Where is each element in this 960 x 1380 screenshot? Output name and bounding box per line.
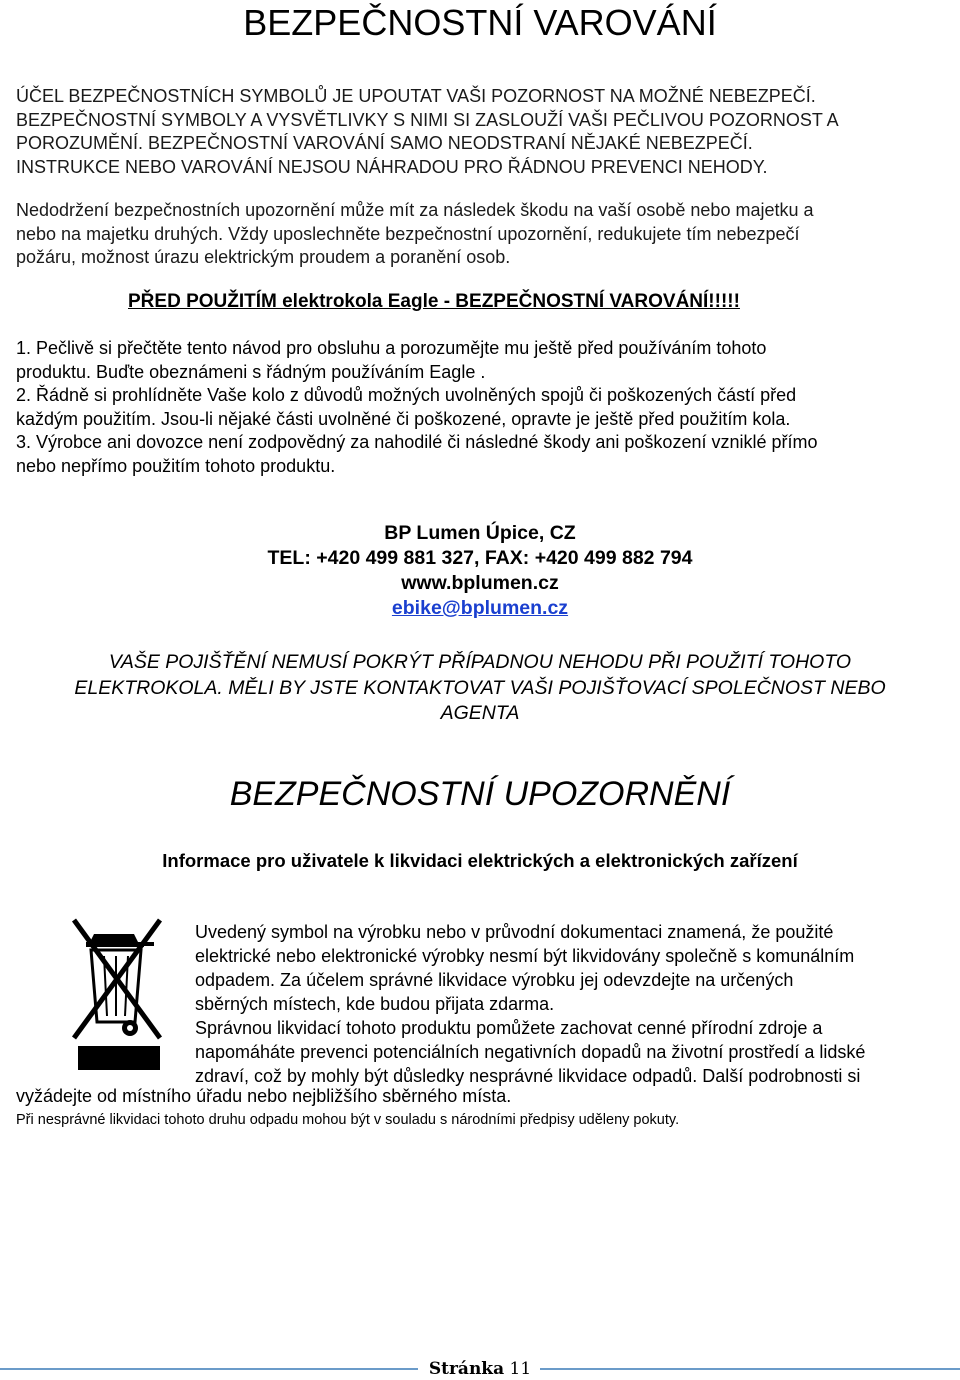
list-line: 3. Výrobce ani dovozce není zodpovědný za nahodilé či následné škody ani poškození vzniklé přímo [16, 432, 818, 452]
warning-line: požáru, možnost úrazu elektrickým proudem a poranění osob. [16, 247, 511, 267]
safety-instructions-list [16, 337, 946, 478]
warning-paragraph [16, 199, 946, 270]
list-line: každým použitím. Jsou-li nějaké části uvolněné či poškozené, opravte je ještě před použitím kola. [16, 408, 791, 429]
section-title: BEZPEČNOSTNÍ UPOZORNĚNÍ [229, 775, 731, 813]
caps-line: BEZPEČNOSTNÍ SYMBOLY A VYSVĚTLIVKY S NIMI SI ZASLOUŽÍ VAŠI PEČLIVOU POZORNOST A [16, 109, 839, 130]
insurance-line: AGENTA [440, 702, 520, 724]
before-use-heading: PŘED POUŽITÍM elektrokola Eagle - BEZPEČNOSTNÍ VAROVÁNÍ!!!!! [128, 291, 740, 312]
disposal-line: zdraví, což by mohly být důsledky nesprávné likvidace odpadů. Další podrobnosti si [195, 1066, 861, 1086]
contact-block [0, 521, 960, 621]
warning-line: nebo na majetku druhých. Vždy uposlechněte bezpečnostní upozornění, redukujete tím nebezpečí [16, 223, 800, 244]
list-line: produktu. Buďte obeznámeni s řádným používáním Eagle . [16, 361, 486, 382]
disposal-line: elektrické nebo elektronické výrobky nesmí být likvidovány společně s komunálním [195, 946, 855, 966]
list-line: 2. Řádně si prohlídněte Vaše kolo z důvodů možných uvolněných spojů či poškozených částí před [16, 385, 797, 405]
safety-symbols-intro [16, 85, 946, 179]
disposal-heading: Informace pro uživatele k likvidaci elektrických a elektronických zařízení [162, 850, 798, 871]
insurance-line: ELEKTROKOLA. MĚLI BY JSTE KONTAKTOVAT VAŠI POJIŠŤOVACÍ SPOLEČNOST NEBO [74, 676, 886, 699]
disposal-line: Uvedený symbol na výrobku nebo v průvodní dokumentaci znamená, že použité [195, 922, 834, 942]
caps-line: INSTRUKCE NEBO VAROVÁNÍ NEJSOU NÁHRADOU PRO ŘÁDNOU PREVENCI NEHODY. [16, 156, 768, 177]
caps-line: POROZUMĚNÍ. BEZPEČNOSTNÍ VAROVÁNÍ SAMO NEODSTRANÍ NĚJAKÉ NEBEZPEČÍ. [16, 133, 753, 153]
caps-line: ÚČEL BEZPEČNOSTNÍCH SYMBOLŮ JE UPOUTAT VAŠI POZORNOST NA MOŽNÉ NEBEZPEČÍ. [16, 86, 816, 106]
disposal-line: napomáháte prevenci potenciálních negativních dopadů na životní prostředí a lidské [195, 1042, 866, 1062]
disposal-line: sběrných místech, kde budou přijata zdarma. [195, 994, 555, 1014]
insurance-notice [0, 650, 960, 727]
disposal-fine-note: Při nesprávné likvidaci tohoto druhu odpadu mohou být v souladu s národními předpisy uděleny pokuty. [16, 1112, 680, 1128]
page-label: Stránka [428, 1359, 505, 1379]
disposal-line: Správnou likvidací tohoto produktu pomůžete zachovat cenné přírodní zdroje a [195, 1018, 823, 1038]
list-line: 1. Pečlivě si přečtěte tento návod pro obsluhu a porozumějte mu ještě před používáním tohoto [16, 338, 767, 358]
disposal-paragraph [195, 920, 955, 1088]
company-name: BP Lumen Úpice, CZ [384, 522, 576, 544]
page-title: BEZPEČNOSTNÍ VAROVÁNÍ [243, 2, 717, 43]
warning-line: Nedodržení bezpečnostních upozornění může mít za následek škodu na vaší osobě nebo majetku a [16, 200, 814, 220]
crossed-out-wheelie-bin-icon [64, 912, 172, 1072]
list-line: nebo nepřímo použitím tohoto produktu. [16, 455, 336, 476]
phone-fax: TEL: +420 499 881 327, FAX: +420 499 882 794 [267, 547, 693, 569]
website: www.bplumen.cz [401, 572, 559, 594]
insurance-line: VAŠE POJIŠŤĚNÍ NEMUSÍ POKRÝT PŘÍPADNOU NEHODU PŘI POUŽITÍ TOHOTO [108, 651, 852, 673]
email-link[interactable]: ebike@bplumen.cz [391, 597, 569, 619]
disposal-tail: vyžádejte od místního úřadu nebo nejbližšího sběrného místa. [16, 1086, 512, 1106]
disposal-line: odpadem. Za účelem správné likvidace výrobku jej odevzdejte na určených [195, 970, 794, 990]
page-number: 11 [509, 1359, 532, 1379]
